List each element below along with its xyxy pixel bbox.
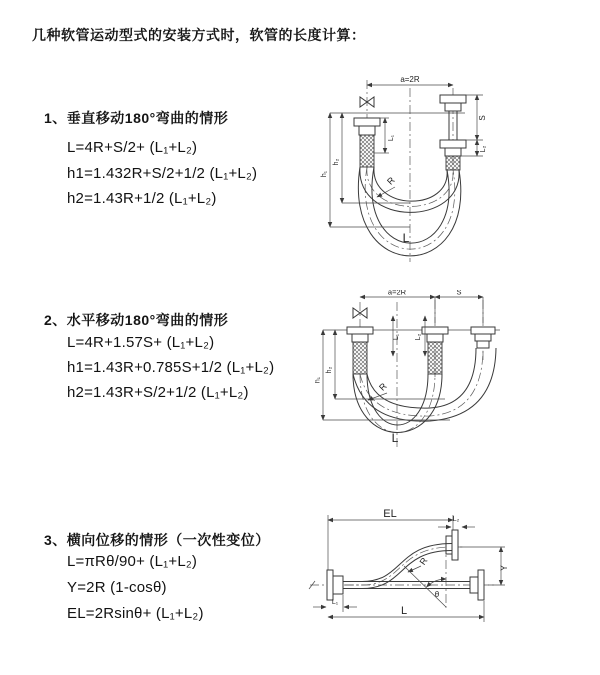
dim-a2r <box>360 290 435 297</box>
diagram-lateral-displacement <box>305 505 600 640</box>
section-2-formula-h1: h1=1.43R+0.785S+1/2 (L₁+L₂) <box>67 359 275 376</box>
section-1-formula-h1: h1=1.432R+S/2+1/2 (L₁+L₂) <box>67 165 258 182</box>
angle-theta <box>404 566 446 607</box>
dim-label-l: L <box>391 431 399 445</box>
dim-label-l1: L₁ <box>393 333 400 341</box>
dim-label-h2: h₂ <box>326 366 333 374</box>
dim-label-theta: θ <box>434 590 440 599</box>
section-1-formula-l: L=4R+S/2+ (L₁+L₂) <box>67 139 198 156</box>
dim-label-h1: h₁ <box>315 376 322 384</box>
section-3-formula-y: Y=2R (1-cosθ) <box>67 579 167 596</box>
dim-label-l1: L₁ <box>388 134 395 142</box>
dim-label-a2r: a=2R <box>387 290 407 297</box>
centerlines <box>365 80 455 262</box>
hose-curves <box>358 167 460 256</box>
dim-label-el: EL <box>383 508 397 520</box>
dim-el <box>328 508 453 570</box>
dim-l <box>328 601 484 622</box>
dim-label-y: Y <box>499 564 509 572</box>
dim-label-s: S <box>456 290 462 297</box>
section-2-heading: 2、水平移动180°弯曲的情形 <box>44 312 229 328</box>
dim-s <box>466 95 487 140</box>
dim-label-r: R <box>377 381 389 393</box>
dim-label-h1: h₁ <box>321 170 328 178</box>
section-2-formula-h2: h2=1.43R+S/2+1/2 (L₁+L₂) <box>67 384 249 401</box>
section-3-formula-el: EL=2Rsinθ+ (L₁+L₂) <box>67 605 204 622</box>
dim-s <box>435 290 483 323</box>
centerlines <box>360 300 483 448</box>
moving-end-position-2 <box>471 327 495 348</box>
dim-label-l2: L₂ <box>415 333 422 341</box>
fixed-end-connector <box>347 327 373 374</box>
dim-label-r: R <box>417 555 430 567</box>
diagram-vertical-180-bend <box>315 70 600 270</box>
dim-label-h2: h₂ <box>333 158 340 166</box>
dim-label-l2: L₂ <box>452 516 460 523</box>
fixed-end-flange <box>327 570 343 600</box>
dim-label-l1: L₁ <box>331 599 339 606</box>
dim-label-r: R <box>385 175 397 187</box>
moving-end-position-1 <box>422 327 448 374</box>
section-2-formula-l: L=4R+1.57S+ (L₁+L₂) <box>67 334 215 351</box>
section-1-heading: 1、垂直移动180°弯曲的情形 <box>44 110 229 126</box>
fixed-end-connector <box>354 118 380 167</box>
dim-label-l2: L₂ <box>480 145 487 153</box>
page-title: 几种软管运动型式的安装方式时，软管的长度计算： <box>32 27 366 43</box>
dim-l2 <box>438 516 475 527</box>
section-3-heading: 3、横向位移的情形（一次性变位） <box>44 532 270 548</box>
dim-l1 <box>313 595 357 612</box>
dim-label-s: S <box>478 115 487 121</box>
moving-end-connector <box>440 95 466 170</box>
dim-l1 <box>393 316 400 356</box>
dim-a2r <box>367 75 453 85</box>
dim-label-a2r: a=2R <box>400 75 420 84</box>
dim-l2 <box>415 316 425 356</box>
dim-label-l: L <box>400 605 408 617</box>
dim-label-l: L <box>402 231 410 245</box>
section-1-formula-h2: h2=1.43R+1/2 (L₁+L₂) <box>67 190 217 207</box>
diagram-horizontal-180-bend <box>315 290 600 455</box>
section-3-formula-l: L=πRθ/90+ (L₁+L₂) <box>67 553 198 570</box>
displaced-end-flange <box>446 530 458 560</box>
